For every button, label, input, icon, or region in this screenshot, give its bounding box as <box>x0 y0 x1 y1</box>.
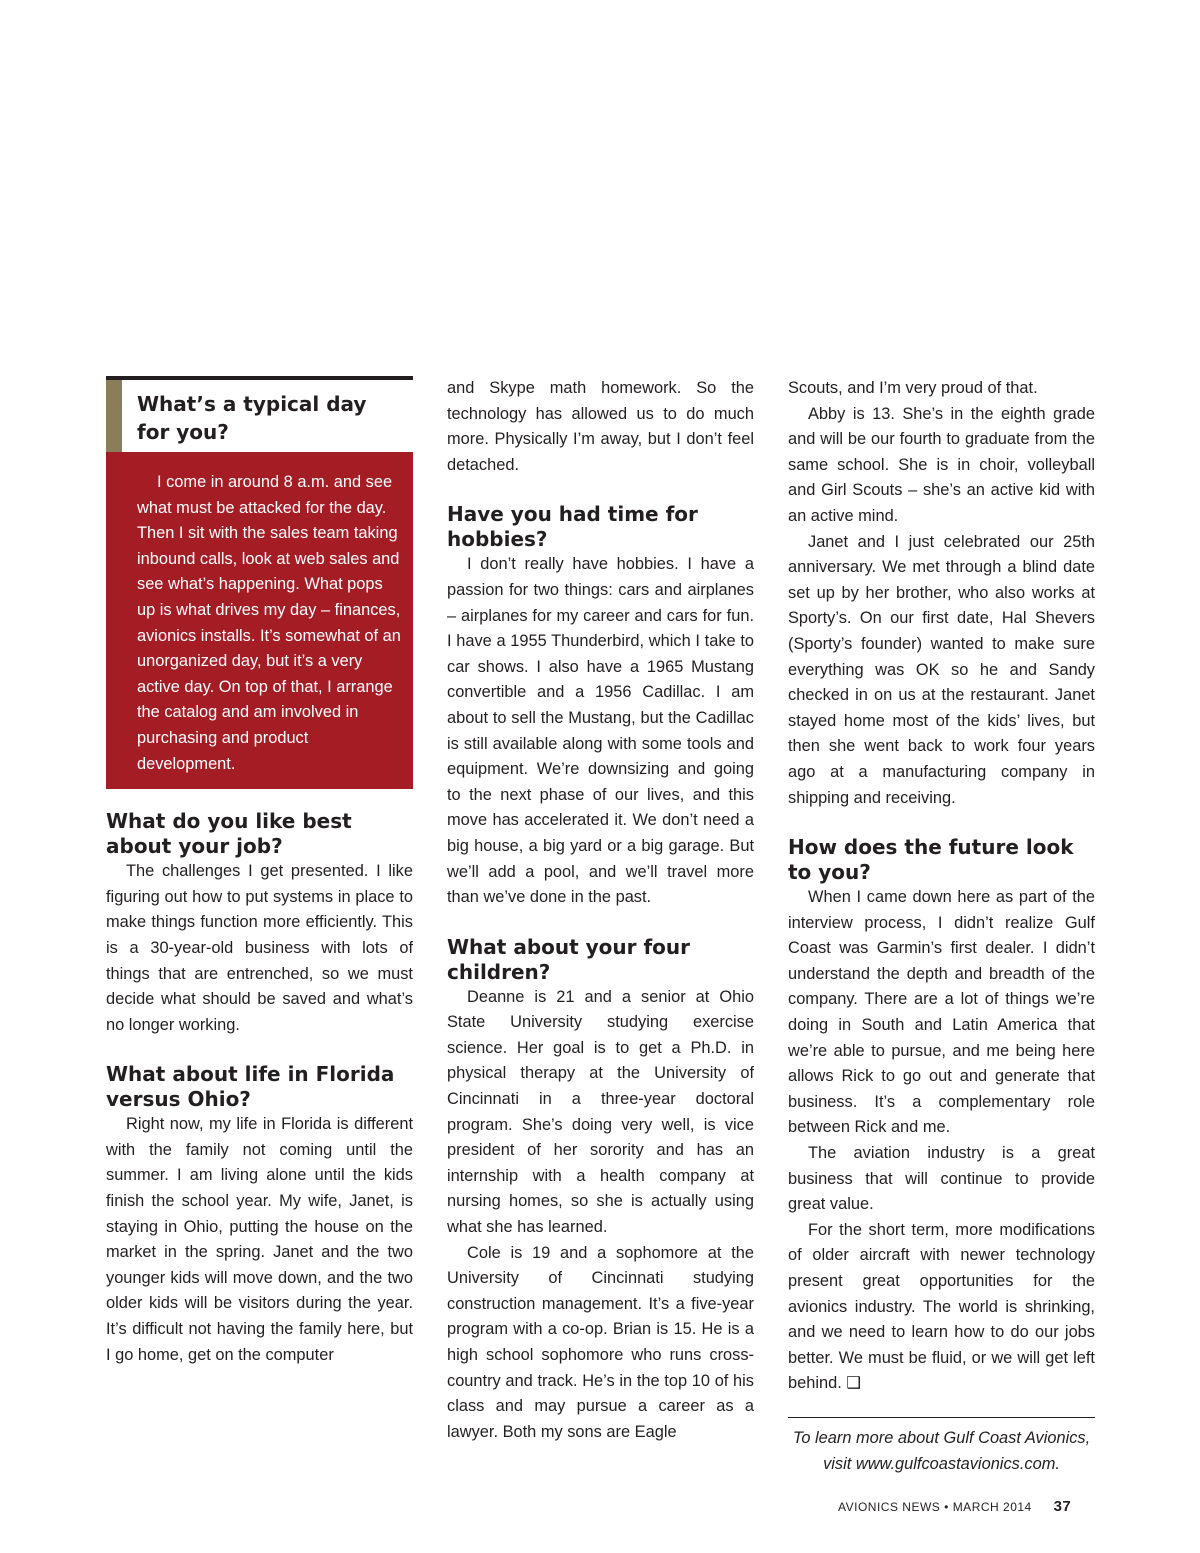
paragraph-continued: Scouts, and I’m very proud of that. <box>788 379 1038 397</box>
heading-future: How does the future look to you? <box>788 835 1074 885</box>
paragraph-future-2: The aviation industry is a great business that will continue to provide great value. <box>788 1144 1095 1214</box>
sidebar-heading: What’s a typical day for you? <box>137 392 367 444</box>
credit-text: To learn more about Gulf Coast Avionics, visit www.gulfcoastavionics.com. <box>792 1428 1091 1473</box>
credit-line <box>788 1417 1095 1477</box>
column-1 <box>106 376 413 1368</box>
paragraph-future-3 <box>788 1218 1095 1397</box>
paragraph-janet: Janet and I just celebrated our 25th anniversary. We met through a blind date set up by her brother, who also works at Sporty’s. On our first date, Hal Shevers (Sporty’s founder) wanted to make sure everything was OK so he and Sandy checked in on us at the restaurant. Janet stayed home most of the kids’ lives, but then she went back to work four years ago at a manufacturing company in shipping and receiving. <box>788 532 1095 807</box>
footer-separator: • <box>944 1500 949 1514</box>
column-3 <box>788 376 1095 1477</box>
paragraph-cole: Cole is 19 and a sophomore at the University of Cincinnati studying construction management. It’s a five-year program with a co-op. Brian is 15. He is a high school sophomore who runs cross-country and track. He’s in the top 10 of his class and may pursue a career as a lawyer. Both my sons are Eagle <box>447 1243 754 1441</box>
column-2 <box>447 376 754 1445</box>
sidebar-header <box>106 376 413 452</box>
heading-florida: What about life in Florida versus Ohio? <box>106 1062 395 1112</box>
sidebar-body <box>106 452 413 789</box>
heading-children: What about your four children? <box>447 934 691 984</box>
paragraph-hobbies: I don’t really have hobbies. I have a passion for two things: cars and airplanes – airplanes for my career and cars for fun. I have a 1955 Thunderbird, which I take to car shows. I also have a 1965 Mustang convertible and a 1956 Cadillac. I am about to sell the Mustang, but the Cadillac is still available along with some tools and equipment. We’re downsizing and going to the next phase of our lives, and this move has accelerated it. We don’t need a big house, a big yard or a big garage. But we’ll add a pool, and we’ll travel more than we’ve done in the past. <box>447 555 754 907</box>
page-number: 37 <box>1053 1498 1072 1515</box>
issue-date: MARCH 2014 <box>952 1500 1032 1514</box>
heading-like-best: What do you like best about your job? <box>106 809 352 859</box>
paragraph-continued: and Skype math homework. So the technology has allowed us to do much more. Physically I’m away, but I don’t feel detached. <box>447 379 754 474</box>
paragraph-future-3-text: For the short term, more modifications of older aircraft with newer technology present great opportunities for the avionics industry. The world is shrinking, and we need to learn how to do our jobs better. We must be fluid, or we will get left behind. <box>788 1220 1095 1393</box>
publication-name: AVIONICS NEWS <box>838 1500 941 1514</box>
sidebar-box <box>106 376 413 789</box>
end-mark-icon: ❑ <box>846 1374 862 1393</box>
paragraph-florida: Right now, my life in Florida is different with the family not coming until the summer. I am living alone until the kids finish the school year. My wife, Janet, is staying in Ohio, putting the house on the market in the spring. Janet and the two younger kids will move down, and the two older kids will be visitors during the year. It’s difficult not having the family here, but I go home, get on the computer <box>106 1115 413 1364</box>
paragraph-like-best: The challenges I get presented. I like figuring out how to put systems in place to make things function more efficiently. This is a 30-year-old business with lots of things that are entrenched, so we must decide what should be saved and what’s no longer working. <box>106 862 413 1034</box>
sidebar-text: I come in around 8 a.m. and see what must be attacked for the day. Then I sit with the sales team taking inbound calls, look at web sales and see what’s happening. What pops up is what drives my day – finances, avionics installs. It’s somewhat of an unorganized day, but it’s a very active day. On top of that, I arrange the catalog and am involved in purchasing and product development. <box>137 473 401 773</box>
page-footer <box>838 1498 1071 1515</box>
paragraph-abby: Abby is 13. She’s in the eighth grade and will be our fourth to graduate from the same school. She is in choir, volleyball and Girl Scouts – she’s an active kid with an active mind. <box>788 404 1095 525</box>
paragraph-future-1: When I came down here as part of the interview process, I didn’t realize Gulf Coast was Garmin’s first dealer. I didn’t understand the depth and breadth of the company. There are a lot of things we’re doing in South and Latin America that we’re able to pursue, and me being here allows Rick to go out and generate that business. It’s a complementary role between Rick and me. <box>788 888 1095 1137</box>
sidebar-accent-bar <box>106 380 122 452</box>
paragraph-deanne: Deanne is 21 and a senior at Ohio State University studying exercise science. Her goal is to get a Ph.D. in physical therapy at the University of Cincinnati in a three-year doctoral program. She’s doing very well, is vice president of her sorority and has an internship with a health company at nursing homes, so she is actually using what she has learned. <box>447 987 754 1237</box>
heading-hobbies: Have you had time for hobbies? <box>447 502 698 552</box>
